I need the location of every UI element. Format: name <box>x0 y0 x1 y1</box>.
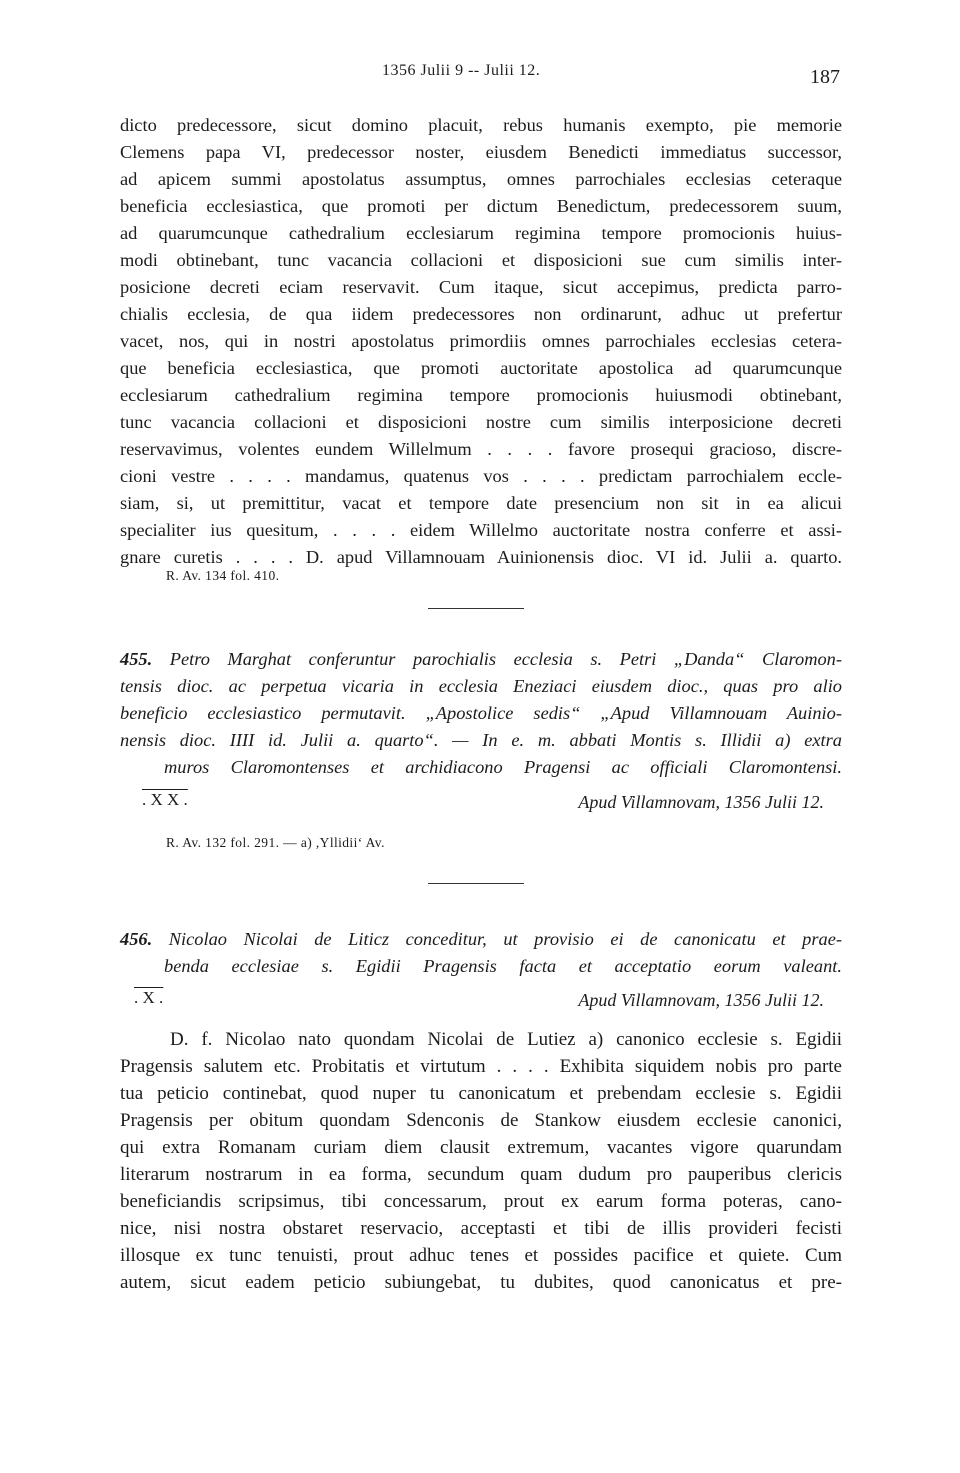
continued-document-text <box>120 112 842 571</box>
place-date: Apud Villamnovam, 1356 Julii 12. <box>578 990 824 1010</box>
text-line: ad apicem summi apostolatus assumptus, omnes parrochiales ecclesias ceteraque <box>120 169 842 189</box>
text-line: beneficia ecclesiastica, que promoti per dictum Benedictum, predecessorem suum, <box>120 196 842 216</box>
text-line: Pragensis salutem etc. Probitatis et virtutum . . . . Exhibita siquidem nobis pro parte <box>120 1056 842 1077</box>
running-header <box>120 62 840 86</box>
regest-line: beneficio ecclesiastico permutavit. „Apostolice sedis“ „Apud Villamnouam Auinio- <box>120 703 842 723</box>
text-line: tunc vacancia collacioni et disposicioni nostre cum similis interposicione decreti <box>120 412 842 432</box>
seal-mark: . X X . <box>142 790 188 809</box>
text-line: dicto predecessore, sicut domino placuit, rebus humanis exempto, pie memorie <box>120 115 842 135</box>
regest-line: nensis dioc. IIII id. Julii a. quarto“. — In e. m. abbati Montis s. Illidii a) extra <box>120 730 842 750</box>
register-reference: R. Av. 132 fol. 291. — a) ,Yllidii‘ Av. <box>166 835 385 850</box>
text-line: gnare curetis . . . . D. apud Villamnouam Auinionensis dioc. VI id. Julii a. quarto. <box>120 547 842 567</box>
regest-line: tensis dioc. ac perpetua vicaria in ecclesia Eneziaci eiusdem dioc., quas pro alio <box>120 676 842 696</box>
text-line: illosque ex tunc tenuisti, prout adhuc tenes et possides pacifice et quiete. Cum <box>120 1245 842 1266</box>
section-divider <box>428 608 524 609</box>
text-line: modi obtinebant, tunc vacancia collacioni et disposicioni sue cum similis inter- <box>120 250 842 270</box>
doc-456-meta <box>120 988 842 1016</box>
text-line: qui extra Romanam curiam diem clausit extremum, vacantes vigore quarundam <box>120 1137 842 1158</box>
text-line: vacet, nos, qui in nostri apostolatus primordiis omnes parrochiales ecclesias cetera- <box>120 331 842 351</box>
text-line: specialiter ius quesitum, . . . . eidem Willelmo auctoritate nostra conferre et assi- <box>120 520 842 540</box>
section-divider <box>428 883 524 884</box>
text-line: ad quarumcunque cathedralium ecclesiarum regimina tempore promocionis huius- <box>120 223 842 243</box>
text-line: posicione decreti eciam reservavit. Cum itaque, sicut accepimus, predicta parro- <box>120 277 842 297</box>
text-line: cioni vestre . . . . mandamus, quatenus vos . . . . predictam parrochialem eccle- <box>120 466 842 486</box>
text-line: que beneficia ecclesiastica, que promoti auctoritate apostolica ad quarumcunque <box>120 358 842 378</box>
document-number: 456. <box>120 929 153 949</box>
page-number: 187 <box>810 66 840 88</box>
regest-line: benda ecclesiae s. Egidii Pragensis facta et acceptatio eorum valeant. <box>164 956 842 976</box>
text-line: literarum nostrarum in ea forma, secundum quam dudum pro pauperibus clericis <box>120 1164 842 1185</box>
doc-456-regest <box>120 926 842 980</box>
doc-455-meta <box>120 790 842 818</box>
doc-455-regest <box>120 646 842 781</box>
text-line: reservavimus, volentes eundem Willelmum . . . . favore prosequi gracioso, discre- <box>120 439 842 459</box>
place-date: Apud Villamnovam, 1356 Julii 12. <box>578 792 824 812</box>
doc-456-text <box>120 1026 842 1296</box>
text-line: D. f. Nicolao nato quondam Nicolai de Lutiez a) canonico ecclesie s. Egidii <box>170 1029 842 1050</box>
regest-line: Petro Marghat conferuntur parochialis ecclesia s. Petri „Danda“ Claromon- <box>169 649 842 669</box>
document-number: 455. <box>120 649 153 669</box>
register-reference: R. Av. 134 fol. 410. <box>166 568 280 583</box>
text-line: Clemens papa VI, predecessor noster, eiusdem Benedicti immediatus successor, <box>120 142 842 162</box>
text-line: chialis ecclesia, de qua iidem predecessores non ordinarunt, adhuc ut prefertur <box>120 304 842 324</box>
text-line: siam, si, ut premittitur, vacat et tempore date presencium non sit in ea alicui <box>120 493 842 513</box>
text-line: beneficiandis scripsimus, tibi concessarum, prout ex earum forma poteras, cano- <box>120 1191 842 1212</box>
seal-mark: . X . <box>134 988 164 1007</box>
text-line: ecclesiarum cathedralium regimina tempore promocionis huiusmodi obtinebant, <box>120 385 842 405</box>
text-line: tua peticio continebat, quod nuper tu canonicatum et prebendam ecclesie s. Egidii <box>120 1083 842 1104</box>
running-title: 1356 Julii 9 -- Julii 12. <box>382 62 541 79</box>
text-line: nice, nisi nostra obstaret reservacio, acceptasti et tibi de illis provideri fecisti <box>120 1218 842 1239</box>
text-line: Pragensis per obitum quondam Sdenconis de Stankow eiusdem ecclesie canonici, <box>120 1110 842 1131</box>
regest-line: muros Claromontenses et archidiacono Pragensi ac officiali Claromontensi. <box>164 757 842 777</box>
regest-line: Nicolao Nicolai de Liticz conceditur, ut provisio ei de canonicatu et prae- <box>168 929 842 949</box>
text-line: autem, sicut eadem peticio subiungebat, tu dubites, quod canonicatus et pre- <box>120 1272 842 1293</box>
